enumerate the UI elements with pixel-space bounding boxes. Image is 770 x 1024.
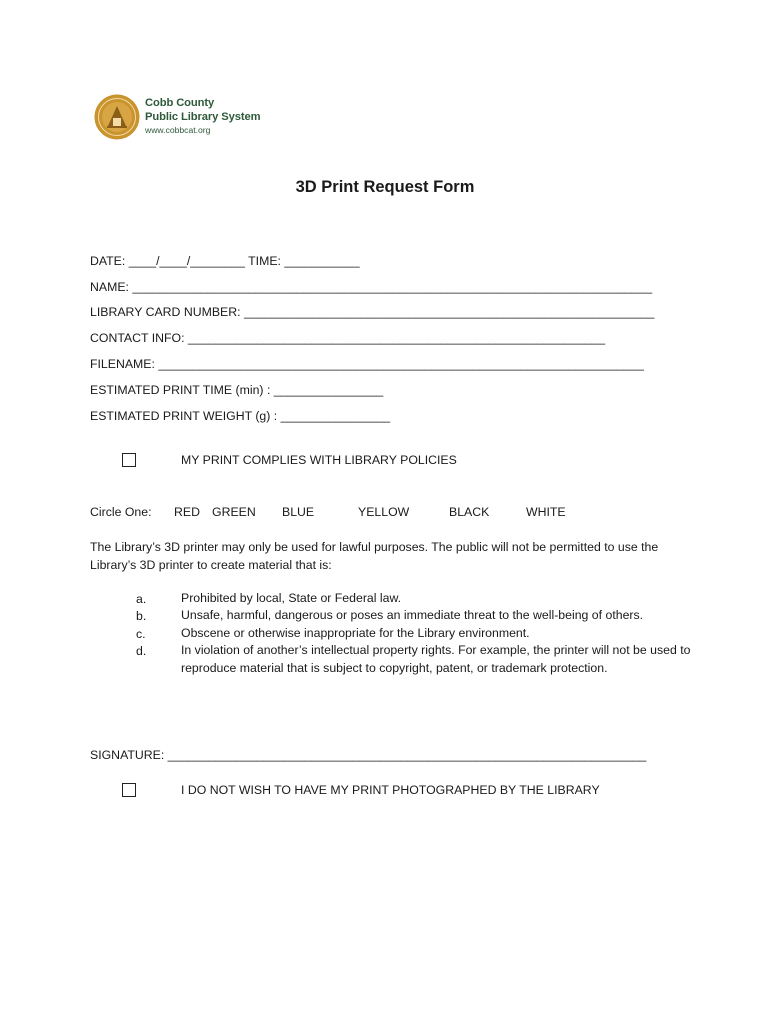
restriction-letter: b. bbox=[136, 609, 147, 623]
policy-compliance-label: MY PRINT COMPLIES WITH LIBRARY POLICIES bbox=[181, 453, 457, 467]
filename-field[interactable]: FILENAME: _______________________________________________________________________ bbox=[90, 357, 644, 371]
org-name-line1: Cobb County bbox=[145, 97, 215, 109]
restriction-letter: a. bbox=[136, 592, 147, 606]
color-option-yellow[interactable]: YELLOW bbox=[358, 505, 410, 519]
signature-field[interactable]: SIGNATURE: ______________________________________________________________________ bbox=[90, 748, 647, 762]
color-option-white[interactable]: WHITE bbox=[526, 505, 566, 519]
no-photo-label: I DO NOT WISH TO HAVE MY PRINT PHOTOGRAPHED BY THE LIBRARY bbox=[181, 783, 600, 797]
circle-one-label: Circle One: bbox=[90, 505, 152, 519]
restriction-text: Unsafe, harmful, dangerous or poses an immediate threat to the well-being of others. bbox=[181, 608, 644, 622]
policy-paragraph: The Library’s 3D printer may only be used for lawful purposes. The public will not be permitted to use the Library’s 3D printer to create material that is: bbox=[90, 540, 659, 572]
name-field[interactable]: NAME: ____________________________________________________________________________ bbox=[90, 280, 653, 294]
library-card-field[interactable]: LIBRARY CARD NUMBER: ____________________________________________________________ bbox=[90, 305, 655, 319]
restriction-text: In violation of another’s intellectual property rights. For example, the printer will not be used to reproduce material that is subject to copyright, patent, or trademark protection. bbox=[181, 643, 691, 675]
restriction-text: Prohibited by local, State or Federal law. bbox=[181, 591, 402, 605]
print-time-field[interactable]: ESTIMATED PRINT TIME (min) : ________________ bbox=[90, 383, 384, 397]
no-photo-checkbox[interactable] bbox=[122, 783, 136, 797]
color-option-red[interactable]: RED bbox=[174, 505, 200, 519]
restriction-text: Obscene or otherwise inappropriate for the Library environment. bbox=[181, 626, 530, 640]
form-title: 3D Print Request Form bbox=[295, 178, 475, 196]
date-time-field[interactable]: DATE: ____/____/________ TIME: ___________ bbox=[90, 254, 360, 268]
color-option-blue[interactable]: BLUE bbox=[282, 505, 315, 519]
restriction-letter: c. bbox=[136, 627, 146, 641]
color-option-green[interactable]: GREEN bbox=[212, 505, 256, 519]
org-name-line2: Public Library System bbox=[145, 111, 261, 123]
restriction-letter: d. bbox=[136, 644, 147, 658]
org-url: www.cobbcat.org bbox=[145, 125, 211, 135]
contact-info-field[interactable]: CONTACT INFO: _____________________________________________________________ bbox=[90, 331, 606, 345]
library-seal-icon bbox=[94, 94, 140, 140]
print-weight-field[interactable]: ESTIMATED PRINT WEIGHT (g) : ________________ bbox=[90, 409, 391, 423]
color-option-black[interactable]: BLACK bbox=[449, 505, 490, 519]
policy-compliance-checkbox[interactable] bbox=[122, 453, 136, 467]
